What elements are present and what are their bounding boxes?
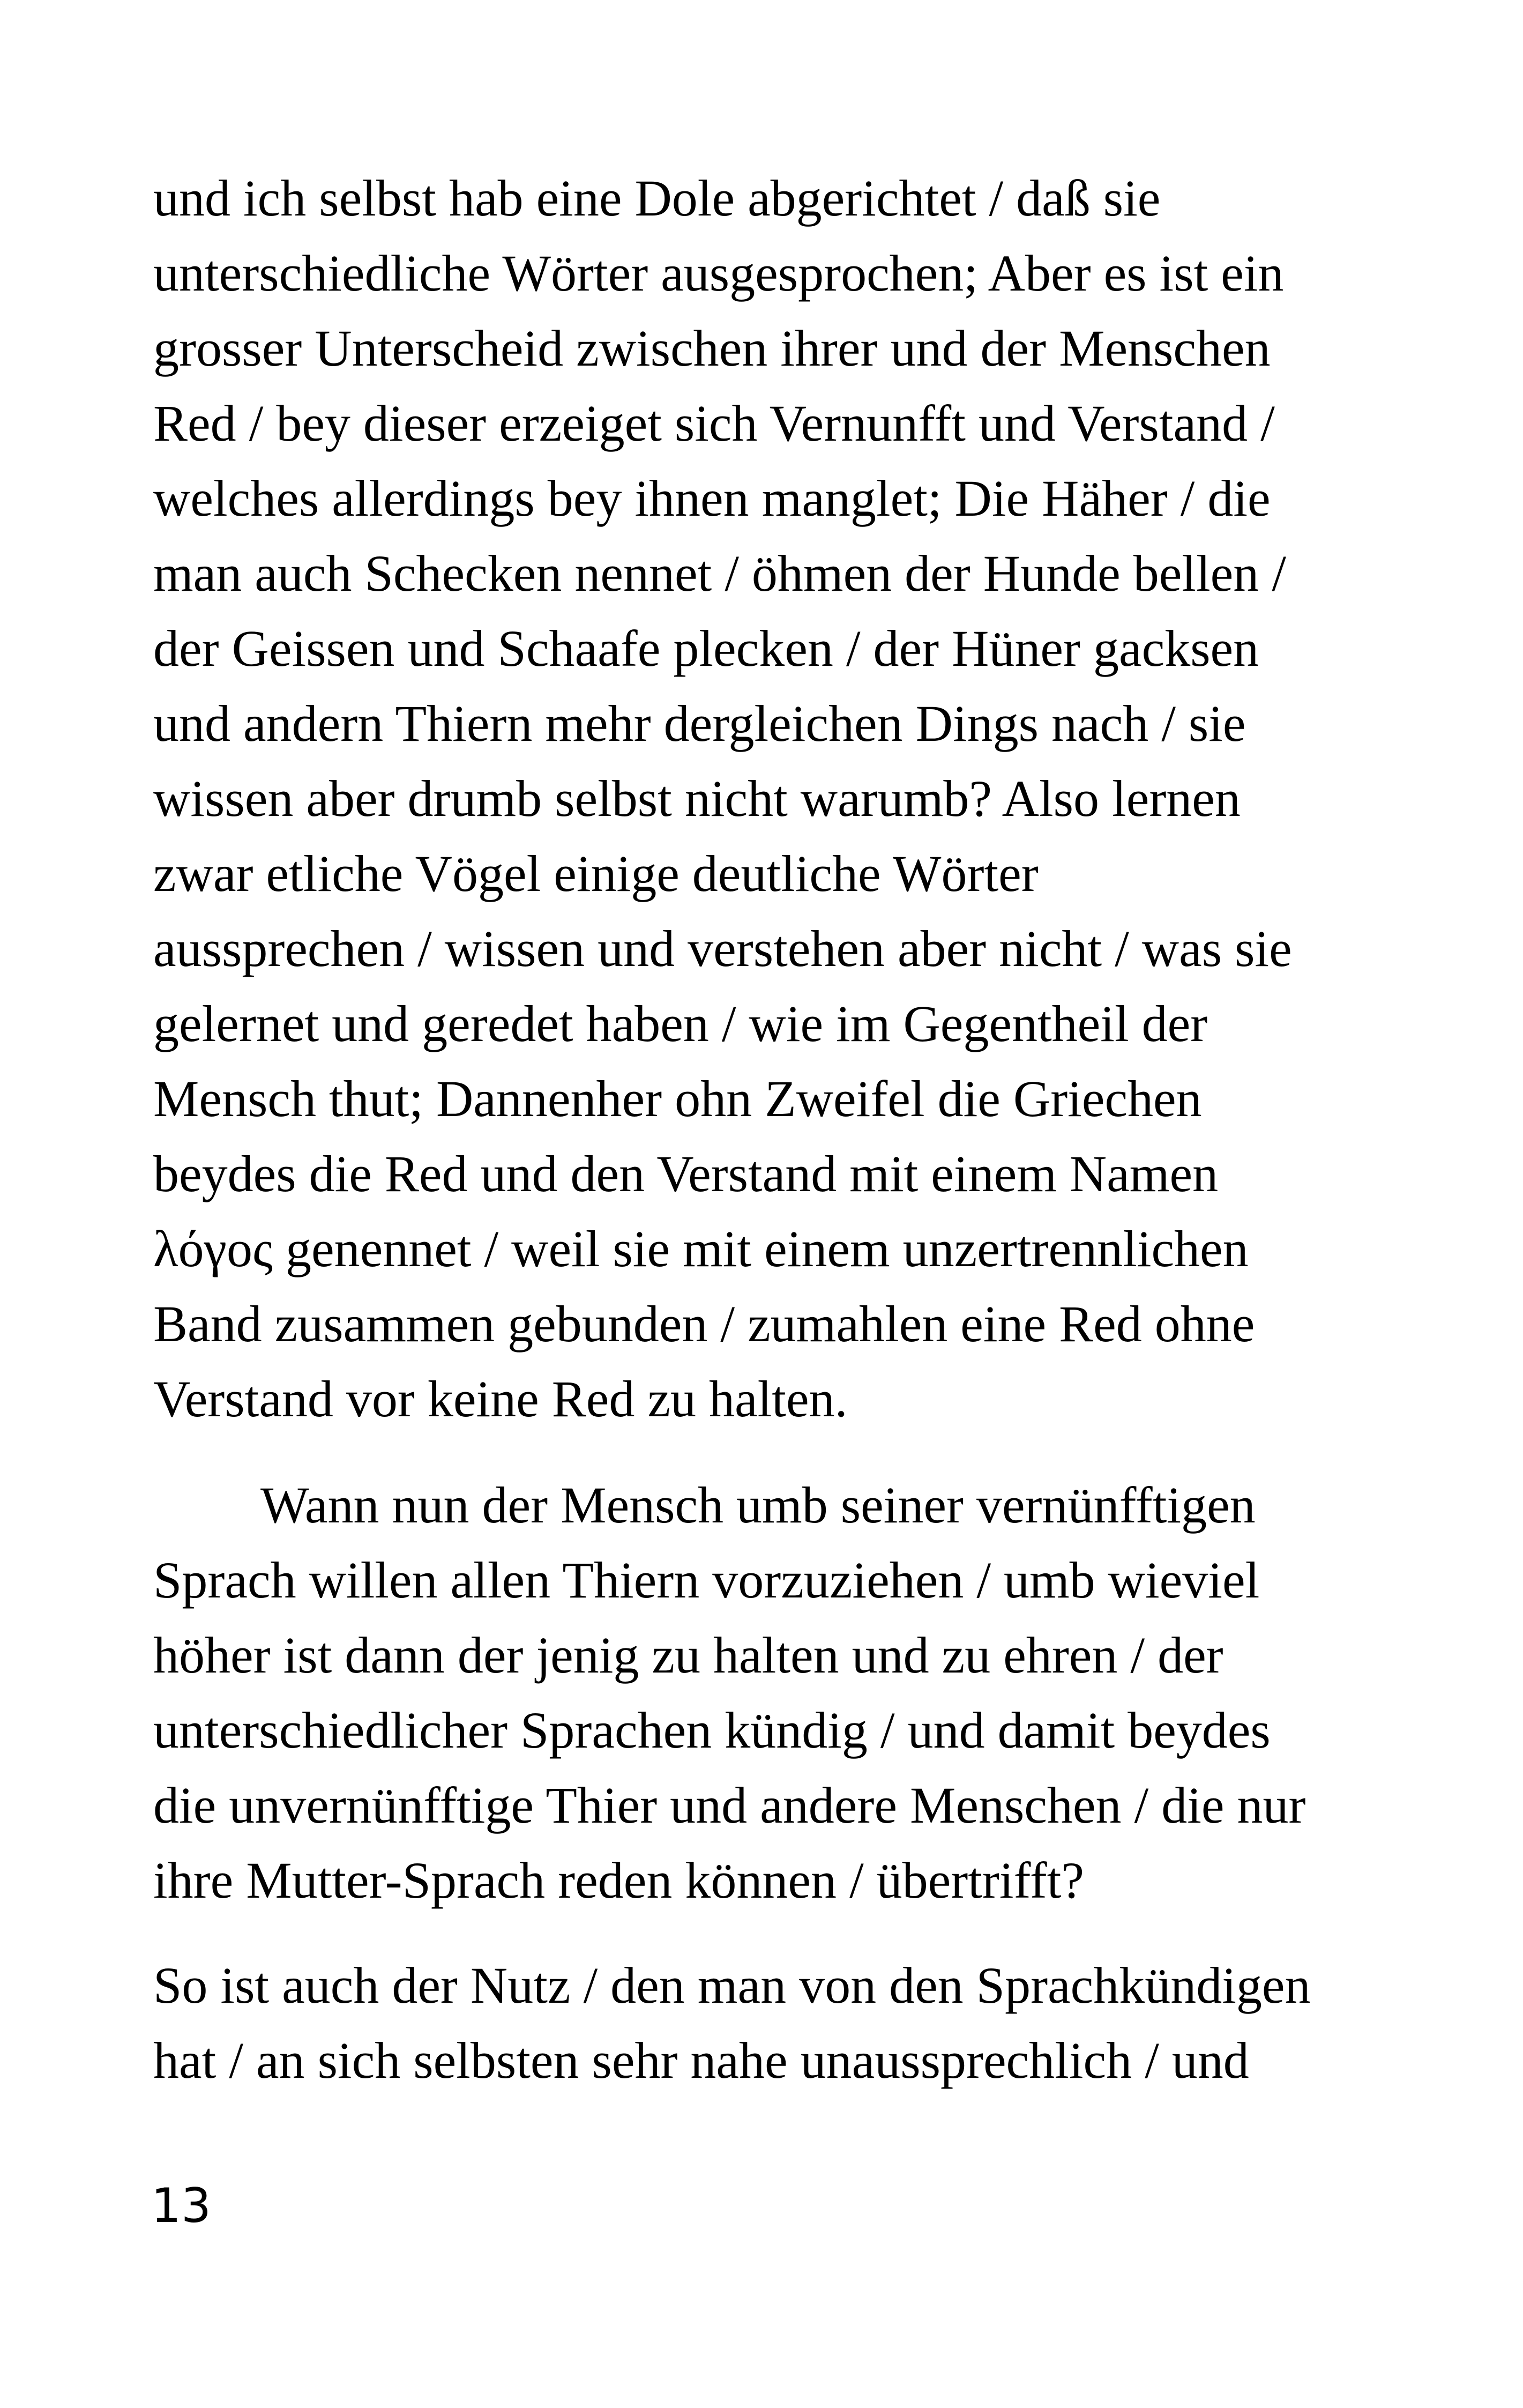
text-line: aussprechen / wissen und verstehen aber nicht / was sie — [153, 920, 1292, 977]
text-line: Mensch thut; Dannenher ohn Zweifel die Griechen — [153, 1070, 1202, 1127]
text-line: unterschiedliche Wörter ausgesprochen; Aber es ist ein — [153, 244, 1284, 302]
page-number: 13 — [151, 2178, 211, 2233]
text-line: und ich selbst hab eine Dole abgerichtet / daß sie — [153, 169, 1161, 227]
text-line: Red / bey dieser erzeiget sich Vernunfft und Verstand / — [153, 395, 1275, 452]
text-line: der Geissen und Schaafe plecken / der Hüner gacksen — [153, 620, 1259, 677]
text-line: welches allerdings bey ihnen manglet; Die Häher / die — [153, 470, 1271, 527]
text-line: unterschiedlicher Sprachen kündig / und damit beydes — [153, 1701, 1271, 1759]
text-line: λόγος genennet / weil sie mit einem unzertrennlichen — [153, 1220, 1249, 1277]
text-line: man auch Schecken nennet / öhmen der Hunde bellen / — [153, 545, 1286, 602]
text-line: Sprach willen allen Thiern vorzuziehen / umb wieviel — [153, 1551, 1260, 1609]
text-line: ihre Mutter-Sprach reden können / übertrifft? — [153, 1852, 1084, 1909]
text-line: zwar etliche Vögel einige deutliche Wörter — [153, 845, 1039, 902]
text-line: So ist auch der Nutz / den man von den Sprachkündigen — [153, 1957, 1311, 2014]
text-line: Verstand vor keine Red zu halten. — [153, 1370, 848, 1428]
text-line: Wann nun der Mensch umb seiner vernünfftigen — [260, 1476, 1256, 1534]
text-line: hat / an sich selbsten sehr nahe unaussprechlich / und — [153, 2032, 1249, 2089]
text-line: beydes die Red und den Verstand mit einem Namen — [153, 1145, 1219, 1202]
text-line: die unvernünfftige Thier und andere Menschen / die nur — [153, 1777, 1306, 1834]
text-line: wissen aber drumb selbst nicht warumb? Also lernen — [153, 770, 1241, 827]
text-line: grosser Unterscheid zwischen ihrer und der Menschen — [153, 319, 1271, 377]
text-line: und andern Thiern mehr dergleichen Dings nach / sie — [153, 695, 1246, 752]
text-line: Band zusammen gebunden / zumahlen eine Red ohne — [153, 1295, 1255, 1352]
text-line: gelernet und geredet haben / wie im Gegentheil der — [153, 995, 1208, 1052]
text-line: höher ist dann der jenig zu halten und zu ehren / der — [153, 1626, 1223, 1684]
